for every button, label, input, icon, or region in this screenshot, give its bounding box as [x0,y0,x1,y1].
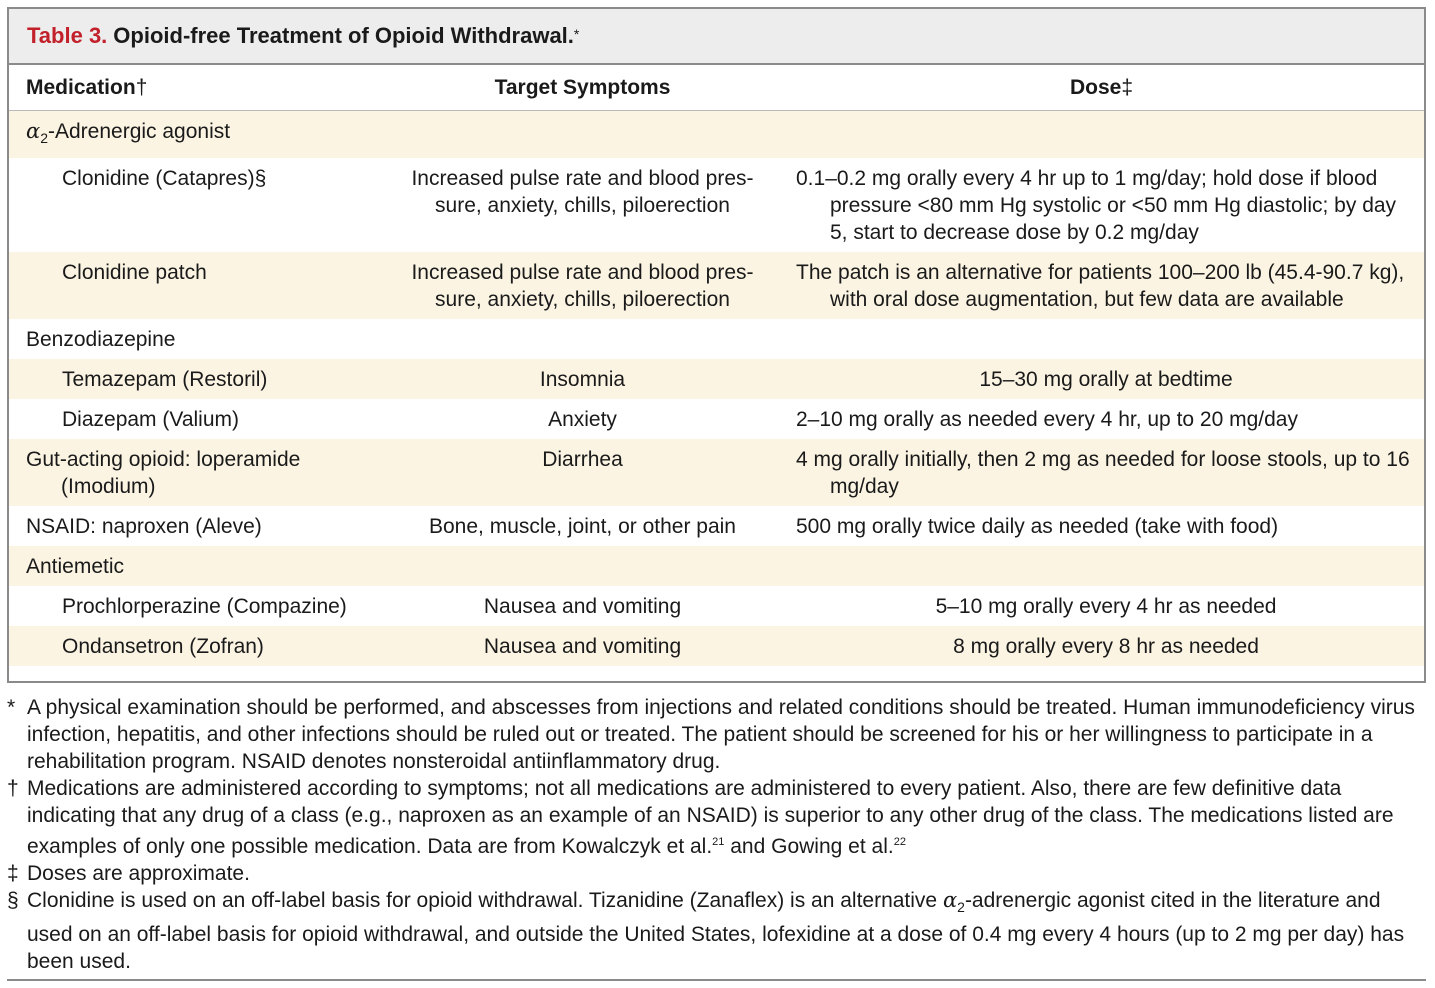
symptoms-cell: Diarrhea [386,439,779,506]
footnote-double-dagger [7,860,1422,887]
table-caption [9,9,1424,65]
dose-cell: 500 mg orally twice daily as needed (take with food) [796,515,1279,539]
medication-table [9,65,1424,666]
dose-cell: 5–10 mg orally every 4 hr as needed [935,595,1277,619]
dose-cell: 8 mg orally every 8 hr as needed [779,626,1424,666]
group-row-alpha2 [9,111,1424,159]
table-row [9,158,1424,252]
symptoms-cell: Bone, muscle, joint, or other pain [428,515,736,539]
table-frame [7,7,1426,683]
table-row [9,252,1424,319]
footnote-dagger [7,775,1422,860]
reference-21: 21 [712,836,725,848]
symptoms-cell: Increased pulse rate and blood pres-sure, anxiety, chills, piloerection [411,167,754,218]
group-row-antiemetic [9,546,1424,586]
footnote-section [7,887,1422,975]
medication-cell: Clonidine (Catapres)§ [62,167,267,191]
footnote-star [7,694,1422,775]
reference-22: 22 [893,836,906,848]
bottom-rule [7,979,1426,981]
table-title: Opioid-free Treatment of Opioid Withdrawal. [113,23,574,48]
medication-cell: Prochlorperazine (Compazine) [62,595,347,619]
dose-cell: 0.1–0.2 mg orally every 4 hr up to 1 mg/day; hold dose if blood pressure <80 mm Hg systolic or <50 mm Hg diastolic; by day 5, start to decrease dose by 0.2 mg/day [796,167,1397,245]
footnote-symbol: † [7,777,19,800]
dose-cell: 4 mg orally initially, then 2 mg as needed for loose stools, up to 16 mg/day [779,439,1424,506]
symptoms-cell: Increased pulse rate and blood pres-sure, anxiety, chills, piloerection [386,252,779,319]
header-row [9,65,1424,111]
symptoms-cell: Anxiety [548,408,617,432]
footnotes [7,694,1422,975]
footnote-text: Doses are approximate. [27,862,250,885]
medication-cell: Ondansetron (Zofran) [9,626,386,666]
table-label: Table 3. [27,23,108,48]
medication-cell: Diazepam (Valium) [62,408,239,432]
medication-cell: Clonidine patch [9,252,386,319]
header-dose: Dose‡ [779,65,1424,111]
symptoms-cell: Insomnia [386,359,779,399]
group-row-benzodiazepine [9,319,1424,359]
footnote-text: Clonidine is used on an off-label basis for opioid withdrawal. Tizanidine (Zanaflex) is an alternative $\alpha_2$-adrenergic agonist cited in the literature and used on an off-label basis for opioid withdrawal, and outside the United States, lofexidine at a dose of 0.4 mg every 4 hours (up to 2 mg per day) has been used. [27,888,1405,974]
group-label: Benzodiazepine [26,328,176,352]
table-row [9,586,1424,626]
dose-cell: 15–30 mg orally at bedtime [779,359,1424,399]
footnote-text: A physical examination should be performed, and abscesses from injections and related conditions should be treated. Human immunodeficiency virus infection, hepatitis, and other infections should be ruled out or treated. The patient should be screened for his or her willingness to participate in a rehabilitation program. NSAID denotes nonsteroidal antiinflammatory drug. [27,696,1415,773]
group-label: Antiemetic [9,546,1424,586]
footnote-symbol: * [7,696,16,719]
table-row [9,399,1424,439]
medication-cell: Gut-acting opioid: loperamide (Imodium) [9,439,386,506]
dose-cell: 2–10 mg orally as needed every 4 hr, up to 20 mg/day [796,408,1298,432]
header-medication: Medication† [9,65,386,111]
medication-cell: NSAID: naproxen (Aleve) [26,515,262,539]
table-row [9,439,1424,506]
symptoms-cell: Nausea and vomiting [386,626,779,666]
medication-cell: Temazepam (Restoril) [9,359,386,399]
footnote-text: Medications are administered according to symptoms; not all medications are administered to every patient. Also, there are few definitive data indicating that any drug of a class (e.g., naproxen as an example of an NSAID) is superior to any other drug of the class. The medications listed are examples of only one possible medication. Data are from Kowalczyk et al.$^{21}$ and Gowing et al.$^{22}$ [27,777,1394,858]
footnote-symbol: ‡ [7,862,19,885]
header-symptoms: Target Symptoms [386,65,779,111]
caption-footnote-mark: * [573,26,580,42]
footnote-symbol: § [7,889,19,912]
table-row [9,626,1424,666]
table-row [9,359,1424,399]
symptoms-cell: Nausea and vomiting [483,595,682,619]
table-row [9,506,1424,546]
dose-cell: The patch is an alternative for patients 100–200 lb (45.4-90.7 kg), with oral dose augmentation, but few data are available [779,252,1424,319]
group-label: $\alpha_2$-Adrenergic agonist [9,111,1424,159]
